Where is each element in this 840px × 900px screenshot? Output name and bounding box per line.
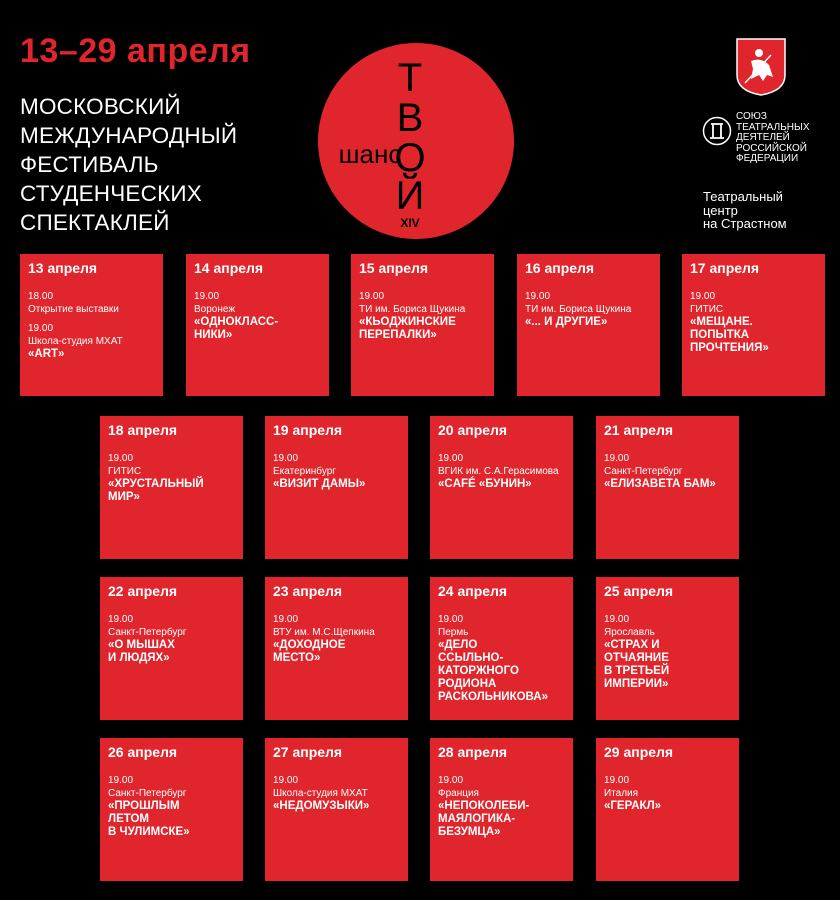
logo-letter: О bbox=[394, 136, 426, 180]
event-time: 19.00 bbox=[525, 291, 551, 302]
union-line: ДЕЯТЕЛЕЙ bbox=[736, 132, 790, 143]
event-time: 19.00 bbox=[273, 453, 299, 464]
event-play-title: «ХРУСТАЛЬНЫЙ МИР» bbox=[108, 478, 204, 503]
event-play-title: «... И ДРУГИЕ» bbox=[525, 316, 608, 328]
event-time: 19.00 bbox=[194, 291, 220, 302]
event bbox=[194, 290, 321, 342]
event-time: 19.00 bbox=[604, 614, 630, 625]
logo-word-side: шанс bbox=[338, 139, 402, 169]
event-venue: Школа-студия МХАТ bbox=[273, 788, 368, 799]
day-card bbox=[430, 416, 573, 559]
event-play-title: «О МЫШАХ И ЛЮДЯХ» bbox=[108, 639, 175, 664]
event bbox=[690, 290, 817, 355]
event bbox=[108, 452, 235, 504]
logo-letter: Т bbox=[397, 56, 423, 100]
event-play-title: «ОДНОКЛАСС- НИКИ» bbox=[194, 316, 279, 341]
day-date: 19 апреля bbox=[273, 422, 343, 438]
event-time: 19.00 bbox=[273, 614, 299, 625]
event-venue: ГИТИС bbox=[108, 466, 142, 477]
event-venue: Екатеринбург bbox=[273, 466, 336, 477]
day-card bbox=[265, 416, 408, 559]
festival-dates: 13–29 апреля bbox=[20, 32, 251, 70]
theatre-center-line: Театральный bbox=[703, 189, 783, 204]
day-card bbox=[20, 254, 163, 396]
event-play-title: «ПРОШЛЫМ ЛЕТОМ В ЧУЛИМСКЕ» bbox=[108, 800, 190, 838]
logo-letter: Й bbox=[395, 174, 425, 218]
event bbox=[438, 452, 565, 491]
event-play-title: «ЕЛИЗАВЕТА БАМ» bbox=[604, 478, 716, 490]
event-venue: Санкт-Петербург bbox=[604, 466, 683, 477]
event bbox=[438, 774, 565, 839]
event-play-title: «ART» bbox=[28, 348, 65, 360]
event-time: 19.00 bbox=[108, 453, 134, 464]
theatre-center-line: на Страстном bbox=[703, 216, 787, 231]
event-play-title: «МЕЩАНЕ. ПОПЫТКА ПРОЧТЕНИЯ» bbox=[690, 316, 769, 354]
event-venue: Ярославль bbox=[604, 627, 655, 638]
union-line: ФЕДЕРАЦИИ bbox=[736, 153, 799, 164]
event-venue: Франция bbox=[438, 788, 479, 799]
day-card bbox=[265, 738, 408, 881]
day-date: 27 апреля bbox=[273, 744, 343, 760]
event-play-title: «ГЕРАКЛ» bbox=[604, 800, 662, 812]
day-card bbox=[596, 738, 739, 881]
event-venue: Италия bbox=[604, 788, 639, 799]
event-time: 18.00 bbox=[28, 291, 54, 302]
event bbox=[108, 774, 235, 839]
event-venue: Пермь bbox=[438, 627, 469, 638]
event-venue: Школа-студия МХАТ bbox=[28, 336, 123, 347]
day-date: 14 апреля bbox=[194, 260, 264, 276]
logo-edition: XIV bbox=[400, 216, 420, 230]
day-date: 29 апреля bbox=[604, 744, 674, 760]
event-play-title: «КЬОДЖИНСКИЕ ПЕРЕПАЛКИ» bbox=[359, 316, 456, 341]
day-date: 23 апреля bbox=[273, 583, 343, 599]
logo-letter: В bbox=[396, 96, 424, 140]
day-date: 18 апреля bbox=[108, 422, 178, 438]
event-time: 19.00 bbox=[108, 775, 134, 786]
day-card bbox=[100, 577, 243, 720]
day-date: 15 апреля bbox=[359, 260, 429, 276]
day-date: 13 апреля bbox=[28, 260, 98, 276]
event bbox=[525, 290, 652, 329]
title-line: МОСКОВСКИЙ bbox=[20, 94, 181, 119]
event bbox=[604, 452, 731, 491]
event-time: 19.00 bbox=[359, 291, 385, 302]
event-venue: Санкт-Петербург bbox=[108, 627, 187, 638]
event-venue: Открытие выставки bbox=[28, 304, 119, 315]
event-time: 19.00 bbox=[438, 775, 464, 786]
event bbox=[28, 290, 155, 316]
event-time: 19.00 bbox=[108, 614, 134, 625]
event-time: 19.00 bbox=[438, 453, 464, 464]
event-play-title: «ДОХОДНОЕ МЕСТО» bbox=[273, 639, 346, 664]
day-date: 25 апреля bbox=[604, 583, 674, 599]
day-date: 24 апреля bbox=[438, 583, 508, 599]
title-line: СПЕКТАКЛЕЙ bbox=[20, 210, 170, 235]
event-time: 19.00 bbox=[604, 453, 630, 464]
union-line: ТЕАТРАЛЬНЫХ bbox=[736, 121, 810, 133]
event-venue: ТИ им. Бориса Щукина bbox=[359, 304, 466, 315]
event-play-title: «ДЕЛО ССЫЛЬНО- КАТОРЖНОГО РОДИОНА РАСКОЛЬНИКОВА» bbox=[438, 639, 548, 703]
day-card bbox=[596, 577, 739, 720]
event-venue: ВГИК им. С.А.Герасимова bbox=[438, 466, 559, 477]
day-date: 16 апреля bbox=[525, 260, 595, 276]
event-venue: ГИТИС bbox=[690, 304, 724, 315]
day-card bbox=[430, 738, 573, 881]
day-date: 26 апреля bbox=[108, 744, 178, 760]
title-line: СТУДЕНЧЕСКИХ bbox=[20, 181, 202, 206]
event-play-title: «НЕПОКОЛЕБИ- МАЯЛОГИКА- БЕЗУМЦА» bbox=[438, 800, 530, 838]
event bbox=[273, 452, 400, 491]
event-time: 19.00 bbox=[28, 323, 54, 334]
event-venue: Санкт-Петербург bbox=[108, 788, 187, 799]
day-date: 17 апреля bbox=[690, 260, 760, 276]
day-card bbox=[186, 254, 329, 396]
event-time: 19.00 bbox=[604, 775, 630, 786]
event-play-title: «СТРАХ И ОТЧАЯНИЕ В ТРЕТЬЕЙ ИМПЕРИИ» bbox=[604, 639, 670, 690]
union-line: РОССИЙСКОЙ bbox=[736, 142, 807, 154]
day-date: 21 апреля bbox=[604, 422, 674, 438]
event-time: 19.00 bbox=[438, 614, 464, 625]
day-card bbox=[682, 254, 825, 396]
theatre-center-line: центр bbox=[703, 202, 738, 218]
union-line: СОЮЗ bbox=[736, 111, 767, 122]
event-play-title: «НЕДОМУЗЫКИ» bbox=[273, 800, 370, 812]
day-card bbox=[100, 738, 243, 881]
event bbox=[604, 613, 731, 691]
event-play-title: «ВИЗИТ ДАМЫ» bbox=[273, 478, 366, 490]
event bbox=[438, 613, 565, 704]
event bbox=[108, 613, 235, 665]
event-time: 19.00 bbox=[690, 291, 716, 302]
event-venue: Воронеж bbox=[194, 304, 236, 315]
event bbox=[359, 290, 486, 342]
event bbox=[604, 774, 731, 813]
event-venue: ВТУ им. М.С.Щепкина bbox=[273, 627, 375, 638]
day-card bbox=[430, 577, 573, 720]
day-date: 20 апреля bbox=[438, 422, 508, 438]
event bbox=[273, 774, 400, 813]
day-card bbox=[265, 577, 408, 720]
day-card bbox=[517, 254, 660, 396]
event-play-title: «CAFÉ «БУНИН» bbox=[438, 478, 532, 490]
title-line: МЕЖДУНАРОДНЫЙ bbox=[20, 123, 238, 148]
day-date: 28 апреля bbox=[438, 744, 508, 760]
day-date: 22 апреля bbox=[108, 583, 178, 599]
day-card bbox=[596, 416, 739, 559]
title-line: ФЕСТИВАЛЬ bbox=[20, 152, 159, 177]
day-card bbox=[351, 254, 494, 396]
event-venue: ТИ им. Бориса Щукина bbox=[525, 304, 632, 315]
event-time: 19.00 bbox=[273, 775, 299, 786]
day-card bbox=[100, 416, 243, 559]
event bbox=[28, 322, 155, 361]
event bbox=[273, 613, 400, 665]
